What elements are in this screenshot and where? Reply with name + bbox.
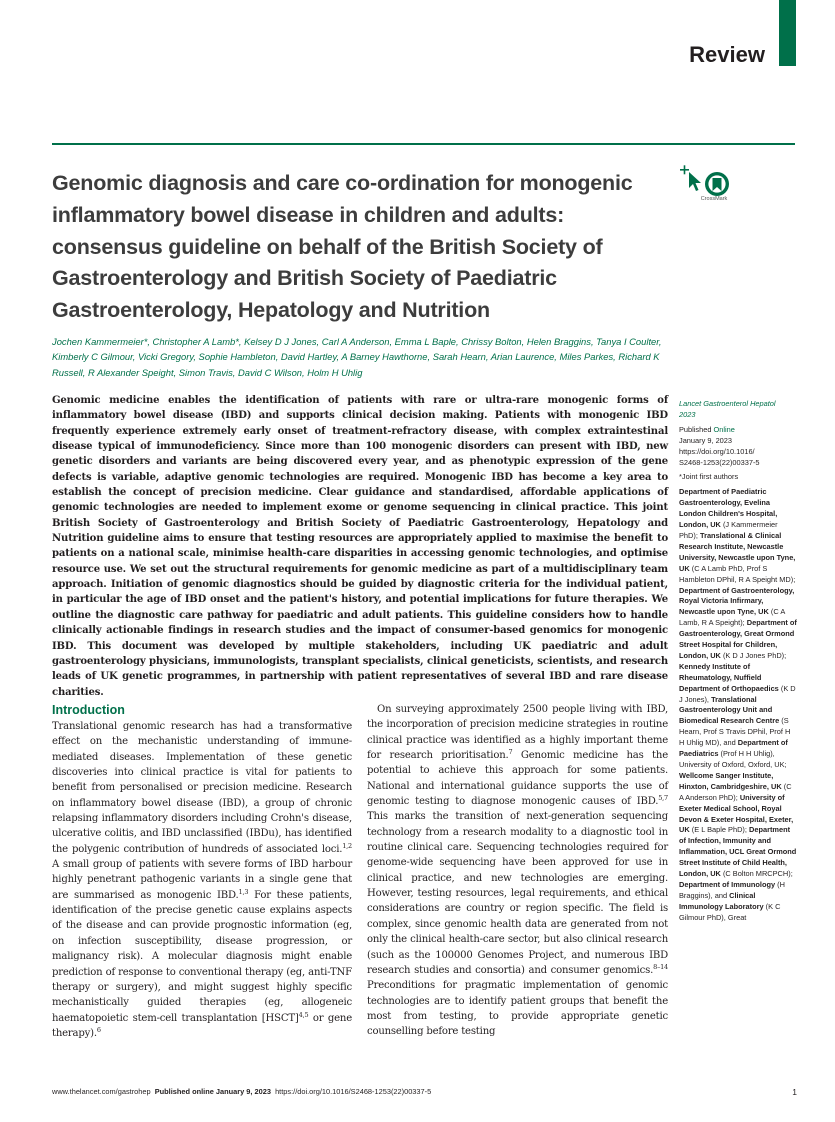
affiliation: Department of Gastroenterology, Royal Victoria Infirmary, Newcastle upon Tyne, UK (C A Lamb, R A Speight); [679,585,795,628]
affiliation: Kennedy Institute of Rheumatology, Nuffield Department of Orthopaedics (K D J Jones), [679,661,796,704]
published-prefix: Published [679,424,714,434]
affiliation: Clinical Immunology Laboratory (K C Gilmour PhD), Great [679,890,781,922]
intro-paragraph-1: Translational genomic research has had a transformative effect on the mechanistic understanding of immune-mediated diseases. Implementation of these genetic discoveries into clinical practice is vital for patients to benefit from personalised or precision medicine. Research on inflammatory bowel disease (IBD), a group of chronic relapsing inflammatory disorders including Crohn's disease, ulcerative colitis, and IBD unclassified (IBDu), has identified the polygenic contribution of hundreds of associated loci.$^{1,2}$ A small group of patients with severe forms of IBD harbour highly penetrant pathogenic variants in a single gene that are summarised as monogenic IBD.$^{1,3}$ For these patients, identification of the precise genetic cause explains aspects of the disease and can provide prognostic information (eg, on infection susceptibility, disease progression, or malignancy risk). A molecular diagnosis might enable prediction of response to conventional therapy (eg, anti-TNF therapy or surgery), and might suggest highly specific mechanistically guided therapies (eg, allogeneic haematopoietic stem-cell transplantation [HSCT]$^{4,5}$ or gene therapy).$^6$ [52,721,352,1039]
affiliations [679,487,797,923]
crossmark-icon[interactable] [680,164,740,210]
doi-link[interactable]: https://doi.org/10.1016/ [679,446,755,456]
doi-link-cont[interactable]: S2468-1253(22)00337-5 [679,457,760,467]
affiliation: Department of Infection, Immunity and Inflammation, UCL Great Ormond Street Institute of Child Health, London, UK (C Bolton MRCPCH); [679,825,797,879]
citation[interactable]: 4,5 [298,1010,309,1019]
citation[interactable]: 5,7 [658,794,668,803]
citation[interactable]: 1,2 [342,841,352,850]
section-label: Review [689,42,765,67]
section-heading-introduction: Introduction [52,703,125,717]
article-sidebar [679,399,797,924]
intro-paragraph-2: On surveying approximately 2500 people living with IBD, the incorporation of precision medicine strategies in routine clinical practice was identified as a highly important theme for research prioritisation.$^7$ Genomic medicine has the potential to achieve this approach for some patients. National and international guidance supports the use of genomic testing to diagnose monogenic causes of IBD.$^{5,7}$ This marks the transition of next-generation sequencing technology from a research modality to a diagnostic tool in routine clinical care. Sequencing technologies required for genome-wide sequencing have been approved for use in clinical practice, and new technologies are emerging. However, testing resources, legal requirements, and ethical considerations are country or region specific. The field is complex, since genomic health data are generated from not only the clinical health-care sector, but also clinical research (such as the 100000 Genomes Project, and numerous IBD research studies and consortia) and consumer genomics.$^{8-14}$ Preconditions for pragmatic implementation of genomic technologies are to identify patient groups that benefit the most from testing, to provide appropriate genetic counselling before testing [367,704,668,1038]
header-rule [52,143,795,145]
page-number: 1 [792,1087,797,1097]
publication-date: January 9, 2023 [679,435,733,445]
crossmark-label: CrossMark [700,196,728,202]
article-title: Genomic diagnosis and care co-ordination for monogenic inflammatory bowel disease in children and adults: consensus guideline on behalf of the British Society of Gastroenterology and British Society of Paediatric Gastroenterology, Hepatology and Nutrition [52,171,633,323]
footer-published: Published online January 9, 2023 [154,1087,271,1096]
author-list: Jochen Kammermeier*, Christopher A Lamb*, Kelsey D J Jones, Carl A Anderson, Emma L Baple, Chrissy Bolton, Helen Braggins, Tanya I Coulter, Kimberly C Gilmour, Vicki Gregory, Sophie Hambleton, David Hartley, A Barney Hawthorne, Sarah Hearn, Arian Laurence, Miles Parkes, Richard K Russell, R Alexander Speight, Simon Travis, David C Wilson, Holm H Uhlig [52,336,662,378]
journal-year: 2023 [679,409,696,419]
citation[interactable]: 8–14 [653,962,668,971]
journal-url[interactable]: www.thelancet.com/gastrohep [52,1087,151,1096]
body-column-2 [367,702,668,1040]
affiliation: Department of Immunology (H Braggins), and [679,879,785,900]
affiliation: University of Exeter Medical School, Royal Devon & Exeter Hospital, Exeter, UK (E L Baple PhD); [679,792,794,835]
affiliation: Department of Paediatric Gastroenterology, Evelina London Children's Hospital, London, UK (J Kammermeier PhD); [679,487,778,540]
affiliation: Department of Gastroenterology, Great Ormond Street Hospital for Children, London, UK (K D J Jones PhD); [679,618,797,660]
citation[interactable]: 6 [96,1025,101,1034]
publication-info [679,399,797,468]
abstract: Genomic medicine enables the identification of patients with rare or ultra-rare monogenic forms of inflammatory bowel disease (IBD) and supports clinical decision making. Patients with monogenic IBD frequently experience extremely early onset of treatment-refractory disease, with complex extraintestinal disease typical of immunodeficiency. Since more than 100 monogenic disorders can present with IBD, new genetic disorders and variants are being discovered every year, and as phenotypic expression of the gene defects is variable, adaptive genomic technologies are required. Monogenic IBD has become a key area to establish the concept of precision medicine. Clear guidance and standardised, affordable applications of genomic technologies are needed to implement exome or genome sequencing in clinical practice. This joint British Society of Gastroenterology and British Society of Paediatric Gastroenterology, Hepatology and Nutrition guideline aims to ensure that testing resources are appropriately applied to maximise the benefit to patients on a national scale, minimise health-care disparities in accessing genomic technologies, and optimise resource use. We set out the structural requirements for genomic medicine as part of a multidisciplinary team approach. Initiation of genomic diagnostics should be guided by diagnostic criteria for the individual patient, in particular the age of IBD onset and the patient's history, and potential implications for future therapies. We outline the diagnostic care pathway for paediatric and adult patients. This guideline considers how to handle clinically actionable findings in research studies and the impact of consumer-based genomics for monogenic IBD. This document was developed by multiple stakeholders, including UK paediatric and adult gastroenterology physicians, immunologists, transplant specialists, clinical geneticists, scientists, and research leads of UK genetic programmes, in partnership with patient representatives of several IBD and rare disease charities. [52,395,668,698]
joint-first-note: *Joint first authors [679,472,739,482]
affiliation: Wellcome Sanger Institute, Hinxton, Cambridgeshire, UK (C A Anderson PhD); [679,770,792,802]
citation[interactable]: 1,3 [238,887,249,896]
journal-name: Lancet Gastroenterol Hepatol [679,399,776,408]
body-column-1 [52,702,352,1041]
citation[interactable]: 7 [508,748,513,757]
affiliation: Translational & Clinical Research Institute, Newcastle University, Newcastle upon Tyne, UK (C A Lamb PhD, Prof S Hambleton DPhil, R A Speight MD); [679,530,796,584]
published-online-link[interactable]: Online [713,424,735,434]
affiliation: Translational Gastroenterology Unit and Biomedical Research Centre (S Hearn, Prof S Travis DPhil, Prof H H Uhlig MD), and [679,694,791,748]
affiliation: Department of Paediatrics (Prof H H Uhlig), University of Oxford, Oxford, UK; [679,738,788,769]
section-color-tab [779,0,796,66]
footer-doi[interactable]: https://doi.org/10.1016/S2468-1253(22)00337-5 [275,1087,432,1096]
page-footer [52,1087,797,1096]
